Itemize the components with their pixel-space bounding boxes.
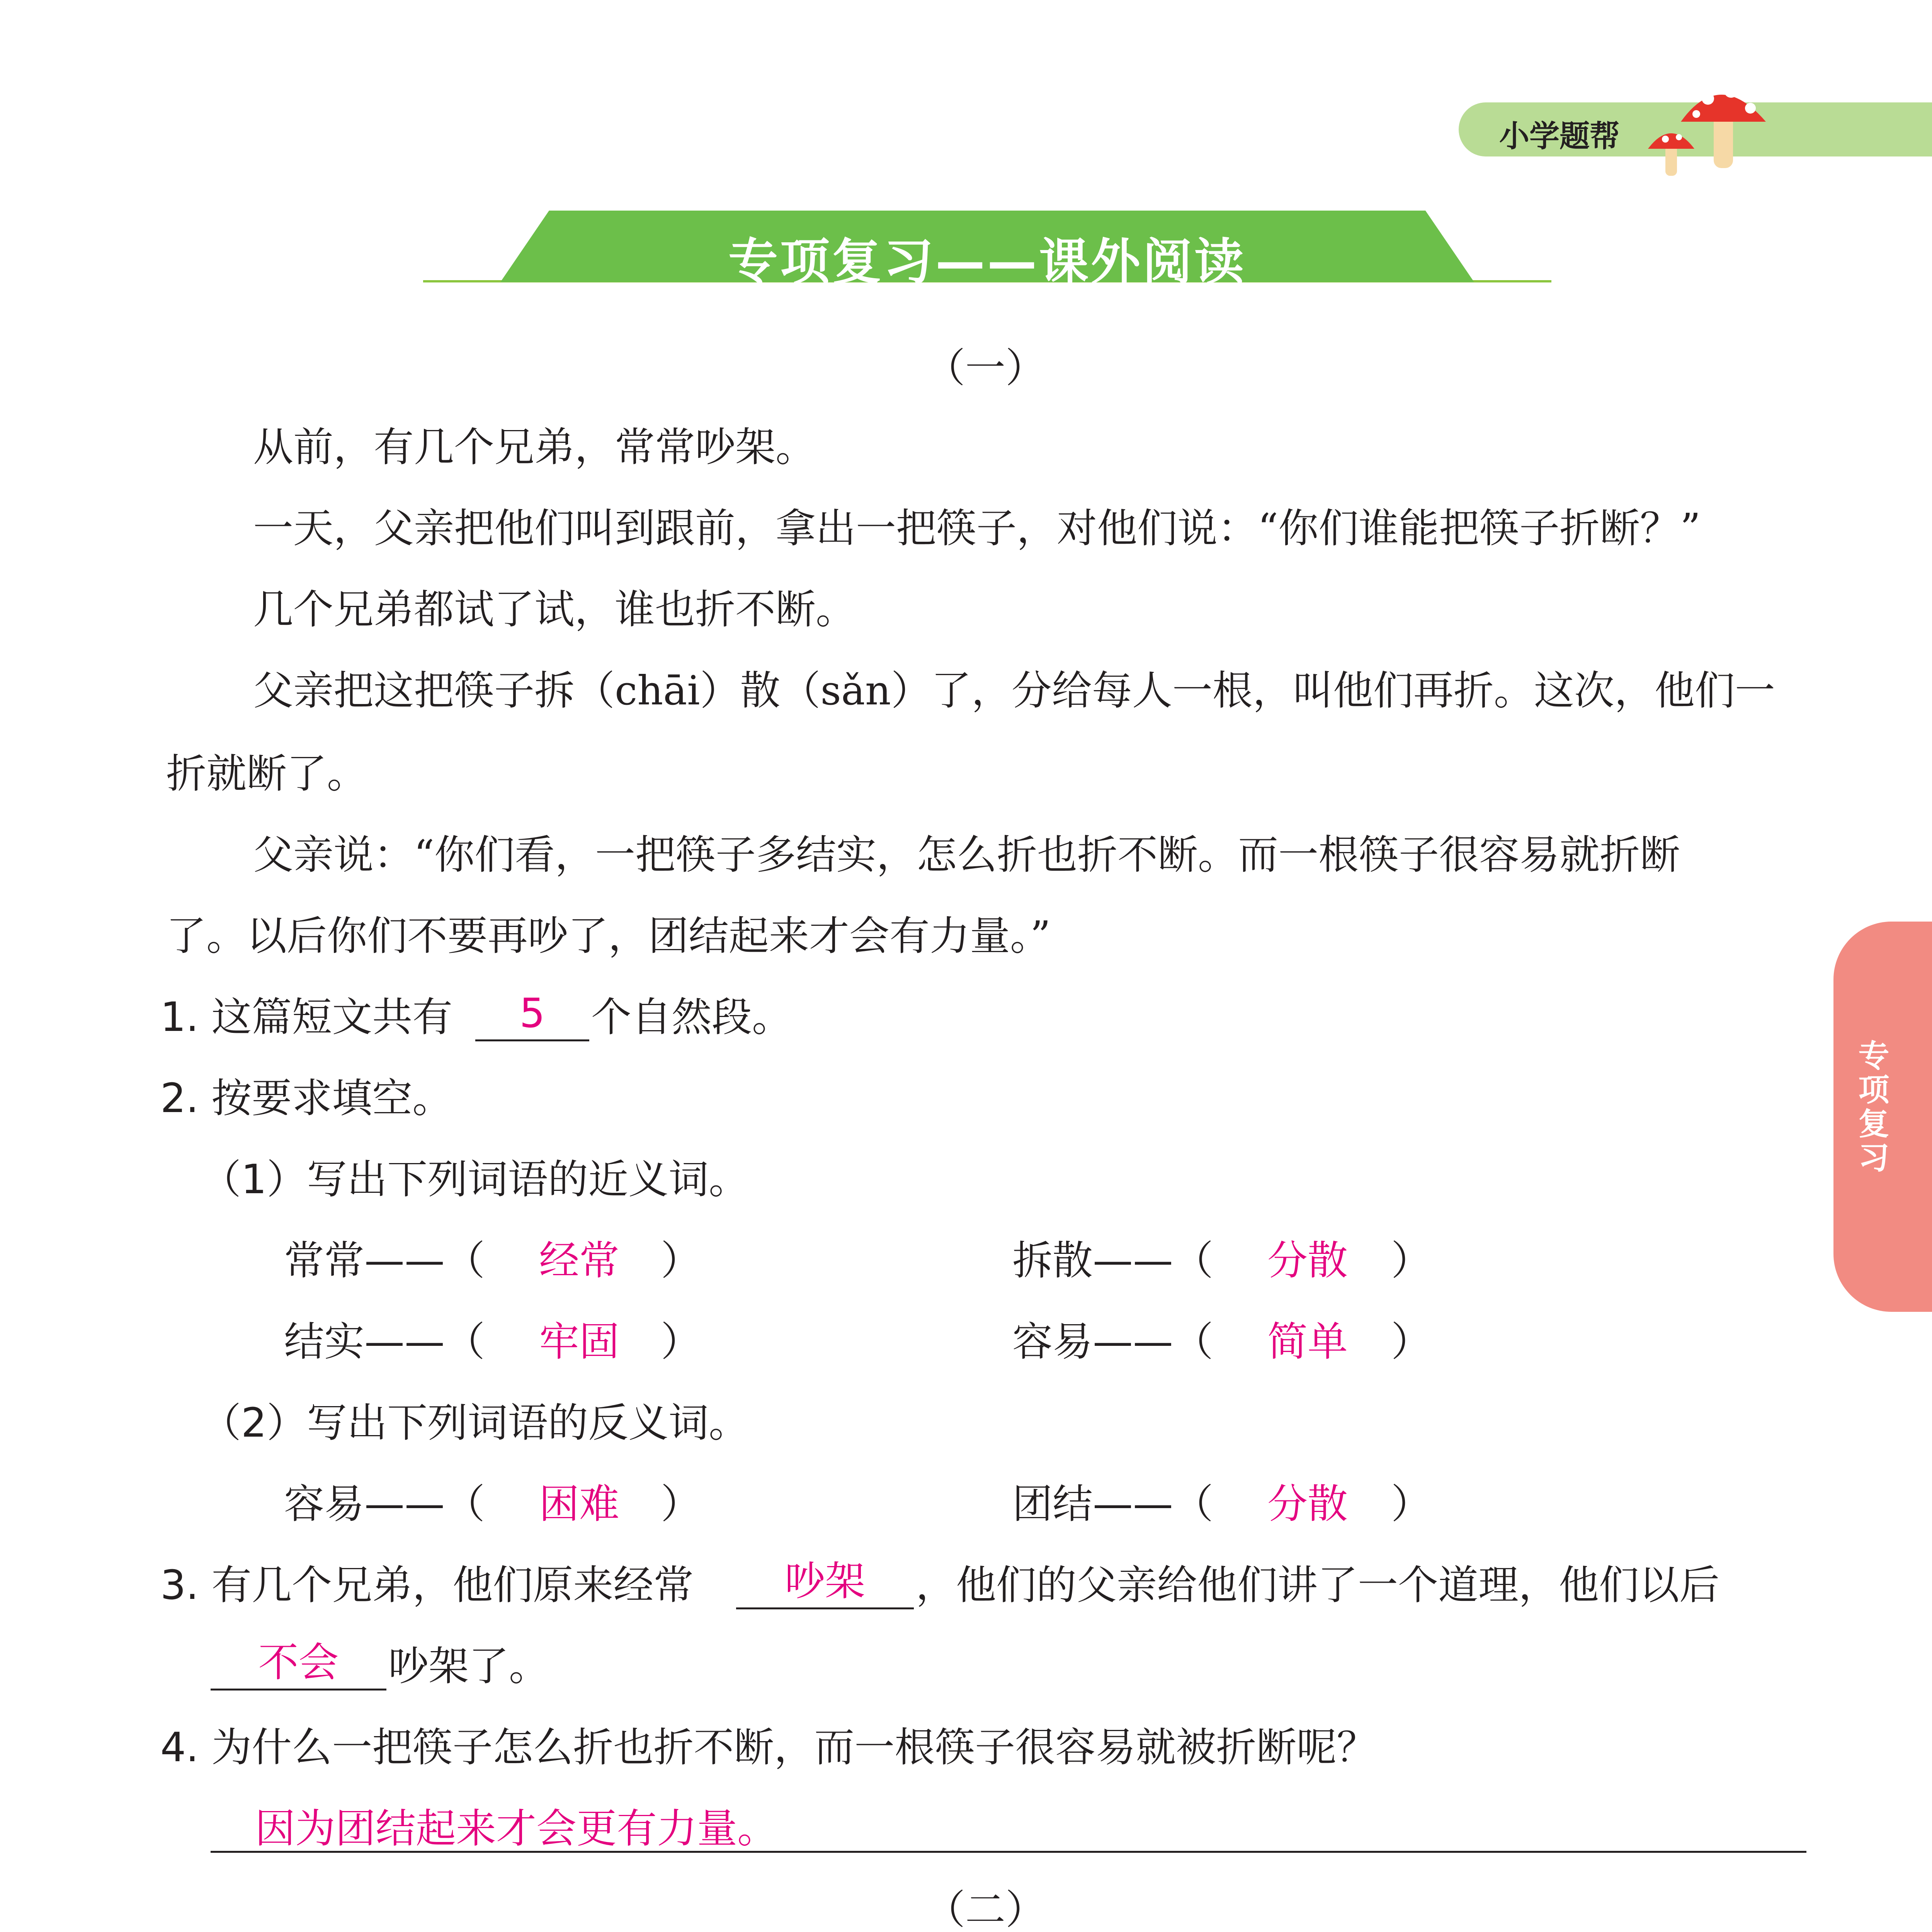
synonym-answer: 牢固: [539, 1318, 620, 1365]
passage-paragraph: 了。以后你们不要再吵了，团结起来才会有力量。”: [166, 912, 1051, 959]
question-1-text: 1. 这篇短文共有: [160, 993, 453, 1041]
answer-blank: [736, 1607, 914, 1609]
answer-blank: [475, 1039, 589, 1041]
passage-paragraph: 从前，有几个兄弟，常常吵架。: [253, 423, 816, 471]
synonym-word: 常常——（: [284, 1237, 485, 1284]
answer-q4: 因为团结起来才会更有力量。: [255, 1805, 778, 1852]
passage-paragraph: 几个兄弟都试了试，谁也折不断。: [253, 586, 856, 633]
question-2-sub2: （2）写出下列词语的反义词。: [201, 1399, 749, 1446]
synonym-close: ）: [661, 1237, 701, 1284]
synonym-answer: 经常: [539, 1237, 620, 1284]
passage-paragraph: 折就断了。: [166, 750, 367, 797]
antonym-answer: 困难: [539, 1480, 620, 1527]
section-heading-1: （一）: [925, 344, 1046, 391]
passage-paragraph: 一天，父亲把他们叫到跟前，拿出一把筷子，对他们说：“你们谁能把筷子折断？”: [253, 505, 1701, 552]
question-3-text: 吵架了。: [388, 1643, 549, 1690]
antonym-close: ）: [1391, 1480, 1432, 1527]
question-4-text: 4. 为什么一把筷子怎么折也折不断，而一根筷子很容易就被折断呢？: [160, 1724, 1377, 1771]
synonym-close: ）: [1391, 1318, 1432, 1365]
answer-q3-2: 不会: [258, 1639, 339, 1686]
answer-blank: [211, 1689, 386, 1690]
synonym-word: 拆散——（: [1012, 1237, 1214, 1284]
question-2-sub1: （1）写出下列词语的近义词。: [201, 1156, 749, 1203]
synonym-word: 容易——（: [1012, 1318, 1214, 1365]
section-heading-2: （二）: [925, 1886, 1046, 1932]
page-title: 专项复习——课外阅读: [728, 233, 1246, 291]
synonym-close: ）: [661, 1318, 701, 1365]
antonym-word: 容易——（: [284, 1480, 485, 1527]
synonym-answer: 简单: [1267, 1318, 1348, 1365]
question-3-text: 3. 有几个兄弟，他们原来经常: [160, 1561, 694, 1609]
answer-q1: 5: [519, 990, 545, 1037]
passage-paragraph: 父亲把这把筷子拆（chāi）散（sǎn）了，分给每人一根，叫他们再折。这次，他们一: [253, 667, 1775, 714]
answer-q3-1: 吵架: [784, 1558, 865, 1605]
antonym-word: 团结——（: [1012, 1480, 1214, 1527]
antonym-answer: 分散: [1267, 1480, 1348, 1527]
question-3-text: ，他们的父亲给他们讲了一个道理，他们以后: [916, 1561, 1720, 1609]
question-2-title: 2. 按要求填空。: [160, 1075, 453, 1122]
mushroom-icon: [1638, 68, 1777, 184]
answer-line: [211, 1851, 1806, 1853]
brand-label: 小学题帮: [1499, 119, 1620, 154]
side-tab-label: 专项复习: [1853, 1039, 1889, 1175]
antonym-close: ）: [661, 1480, 701, 1527]
synonym-answer: 分散: [1267, 1237, 1348, 1284]
passage-paragraph: 父亲说：“你们看，一把筷子多结实，怎么折也折不断。而一根筷子很容易就折断: [253, 831, 1680, 878]
question-1-text: 个自然段。: [591, 993, 793, 1041]
synonym-word: 结实——（: [284, 1318, 485, 1365]
synonym-close: ）: [1391, 1237, 1432, 1284]
